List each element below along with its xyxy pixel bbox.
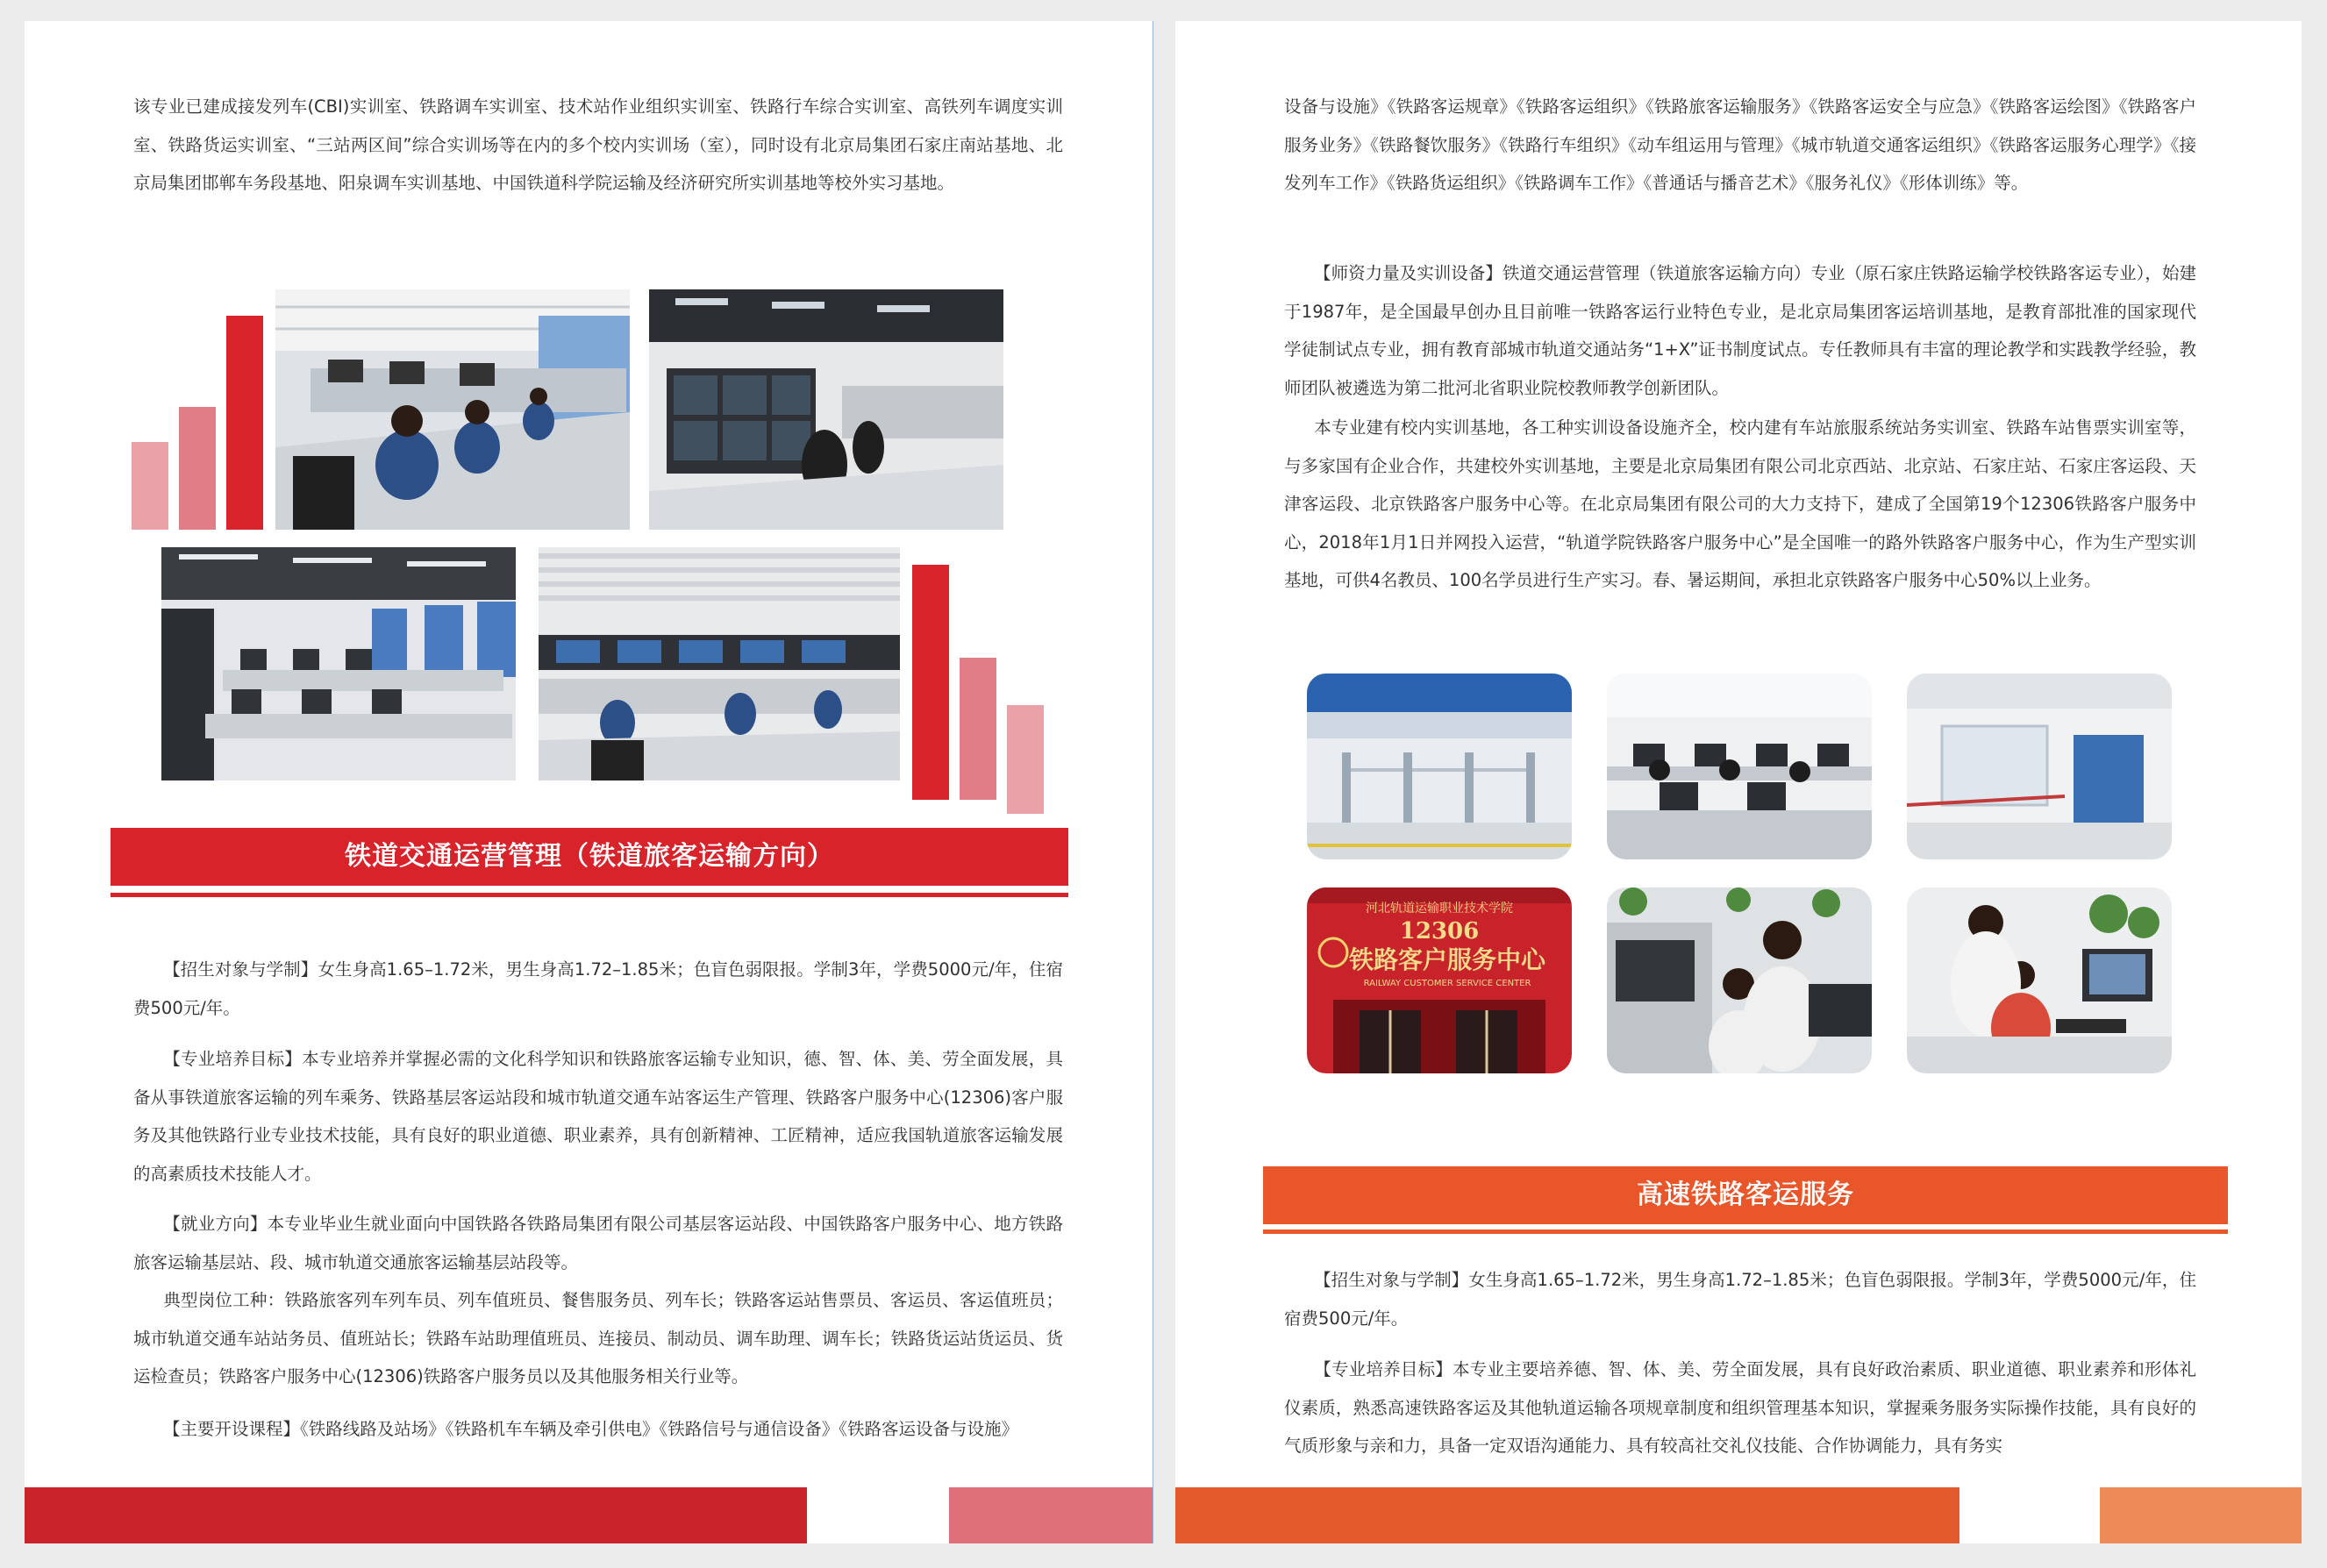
banner-underline [111, 893, 1068, 897]
section-banner-high-speed: 高速铁路客运服务 [1263, 1166, 2228, 1224]
left-paragraph-1: 【招生对象与学制】女生身高1.65–1.72米，男生身高1.72–1.85米；色盲色弱限报。学制3年，学费5000元/年，住宿费500元/年。 [133, 959, 1063, 1018]
decor-bar-short-right [1007, 705, 1044, 814]
sign-line1: 河北轨道运输职业技术学院 [1366, 902, 1513, 916]
training-base-paragraph: 本专业建有校内实训基地，各工种实训设备设施齐全，校内建有车站旅服系统站务实训室、铁路车站售票实训室等，与多家国有企业合作，共建校外实训基地，主要是北京局集团有限公司北京西站、北京站、石家庄站、石家庄客运段、天津客运段、北京铁路客户服务中心等。在北京局集团有限公司的大力支持下，建成了全国第19个12306铁路客户服务中心，2018年1月1日并网投入运营，“轨道学院铁路客户服务中心”是全国唯一的路外铁路客户服务中心，作为生产型实训基地，可供4名教员、100名学员进行生产实习。春、暑运期间，承担北京铁路客户服务中心50%以上业务。 [1284, 417, 2196, 590]
footer-bar-red [25, 1487, 807, 1543]
intro-paragraph: 该专业已建成接发列车(CBI)实训室、铁路调车实训室、技术站作业组织实训室、铁路行车综合实训室、高铁列车调度实训室、铁路货运实训室、“三站两区间”综合实训场等在内的多个校内实训场（室），同时设有北京局集团石家庄南站基地、北京局集团邯郸车务段基地、阳泉调车实训基地、中国铁道科学院运输及经济研究所实训基地等校外实习基地。 [133, 96, 1063, 193]
control-room-photo [539, 547, 900, 780]
ticket-gate-photo [1307, 674, 1572, 859]
ticket-hall-photo [1907, 674, 2172, 859]
decor-bar-tall-right [912, 565, 949, 800]
right-paragraph-admission: 【招生对象与学制】女生身高1.65–1.72米，男生身高1.72–1.85米；色盲色弱限报。学制3年，学费5000元/年，住宿费500元/年。 [1284, 1270, 2196, 1329]
computer-room-photo [161, 547, 516, 780]
footer-bar-light-orange [2100, 1487, 2302, 1543]
computer-practice-photo [1907, 887, 2172, 1073]
left-paragraph-5: 【主要开设课程】《铁路线路及站场》《铁路机车车辆及牵引供电》《铁路信号与通信设备》《铁路客运设备与设施》 [163, 1419, 1019, 1439]
operator-training-photo [1607, 887, 1872, 1073]
left-paragraph-2: 【专业培养目标】本专业培养并掌握必需的文化科学知识和铁路旅客运输专业知识，德、智、体、美、劳全面发展，具备从事铁道旅客运输的列车乘务、铁路基层客运站段和城市轨道交通车站客运生产管理、铁路客户服务中心(12306)客户服务及其他铁路行业专业技术技能，具有良好的职业道德、职业素养，具有创新精神、工匠精神，适应我国轨道旅客运输发展的高素质技术技能人才。 [133, 1049, 1063, 1184]
sign-line2: 铁路客户服务中心 [1348, 945, 1546, 974]
footer-bar-orange [1175, 1487, 1959, 1543]
dispatch-room-photo [649, 289, 1003, 530]
banner-underline-orange [1263, 1229, 2228, 1234]
left-paragraph-3: 【就业方向】本专业毕业生就业面向中国铁路各铁路局集团有限公司基层客运站段、中国铁路客户服务中心、地方铁路旅客运输基层站、段、城市轨道交通旅客运输基层站段等。 [133, 1214, 1063, 1272]
service-center-sign-photo [1307, 887, 1572, 1073]
left-page [25, 21, 1153, 1543]
right-paragraph-goal: 【专业培养目标】本专业主要培养德、智、体、美、劳全面发展，具有良好政治素质、职业道德、职业素养和形体礼仪素质，熟悉高速铁路客运及其他轨道运输各项规章制度和组织管理基本知识，掌握乘务服务实际操作技能，具有良好的气质形象与亲和力，具备一定双语沟通能力、具有较高社交礼仪技能、合作协调能力，具有务实 [1284, 1359, 2196, 1456]
right-page [1175, 21, 2302, 1543]
decor-bar-medium [179, 407, 216, 530]
footer-bar-pink [949, 1487, 1153, 1543]
decor-bar-medium-right [960, 658, 996, 800]
training-room-photo-1 [275, 289, 630, 530]
faculty-paragraph: 【师资力量及实训设备】铁道交通运营管理（铁道旅客运输方向）专业（原石家庄铁路运输学校铁路客运专业），始建于1987年，是全国最早创办且目前唯一铁路客运行业特色专业，是北京局集团客运培训基地，是教育部批准的国家现代学徒制试点专业，拥有教育部城市轨道交通站务“1+X”证书制度试点。专任教师具有丰富的理论教学和实践教学经验，教师团队被遴选为第二批河北省职业院校教师教学创新团队。 [1284, 263, 2196, 398]
sign-number: 12306 [1399, 918, 1480, 944]
left-paragraph-4: 典型岗位工种：铁路旅客列车列车员、列车值班员、餐售服务员、列车长；铁路客运站售票员、客运员、客运值班员；城市轨道交通车站站务员、值班站长；铁路车站助理值班员、连接员、制动员、调车助理、调车长；铁路货运站货运员、货运检查员；铁路客户服务中心(12306)铁路客户服务员以及其他服务相关行业等。 [133, 1290, 1063, 1386]
decor-bar-short [132, 442, 168, 530]
section-banner-railway-passenger: 铁道交通运营管理（铁道旅客运输方向） [111, 828, 1068, 886]
decor-bar-tall [226, 316, 263, 530]
sign-line3: RAILWAY CUSTOMER SERVICE CENTER [1363, 979, 1531, 988]
call-center-photo [1607, 674, 1872, 859]
course-list-paragraph: 设备与设施》《铁路客运规章》《铁路客运组织》《铁路旅客运输服务》《铁路客运安全与应急》《铁路客运绘图》《铁路客户服务业务》《铁路餐饮服务》《铁路行车组织》《动车组运用与管理》《城市轨道交通客运组织》《铁路客运服务心理学》《接发列车工作》《铁路货运组织》《铁路调车工作》《普通话与播音艺术》《服务礼仪》《形体训练》等。 [1284, 96, 2196, 193]
